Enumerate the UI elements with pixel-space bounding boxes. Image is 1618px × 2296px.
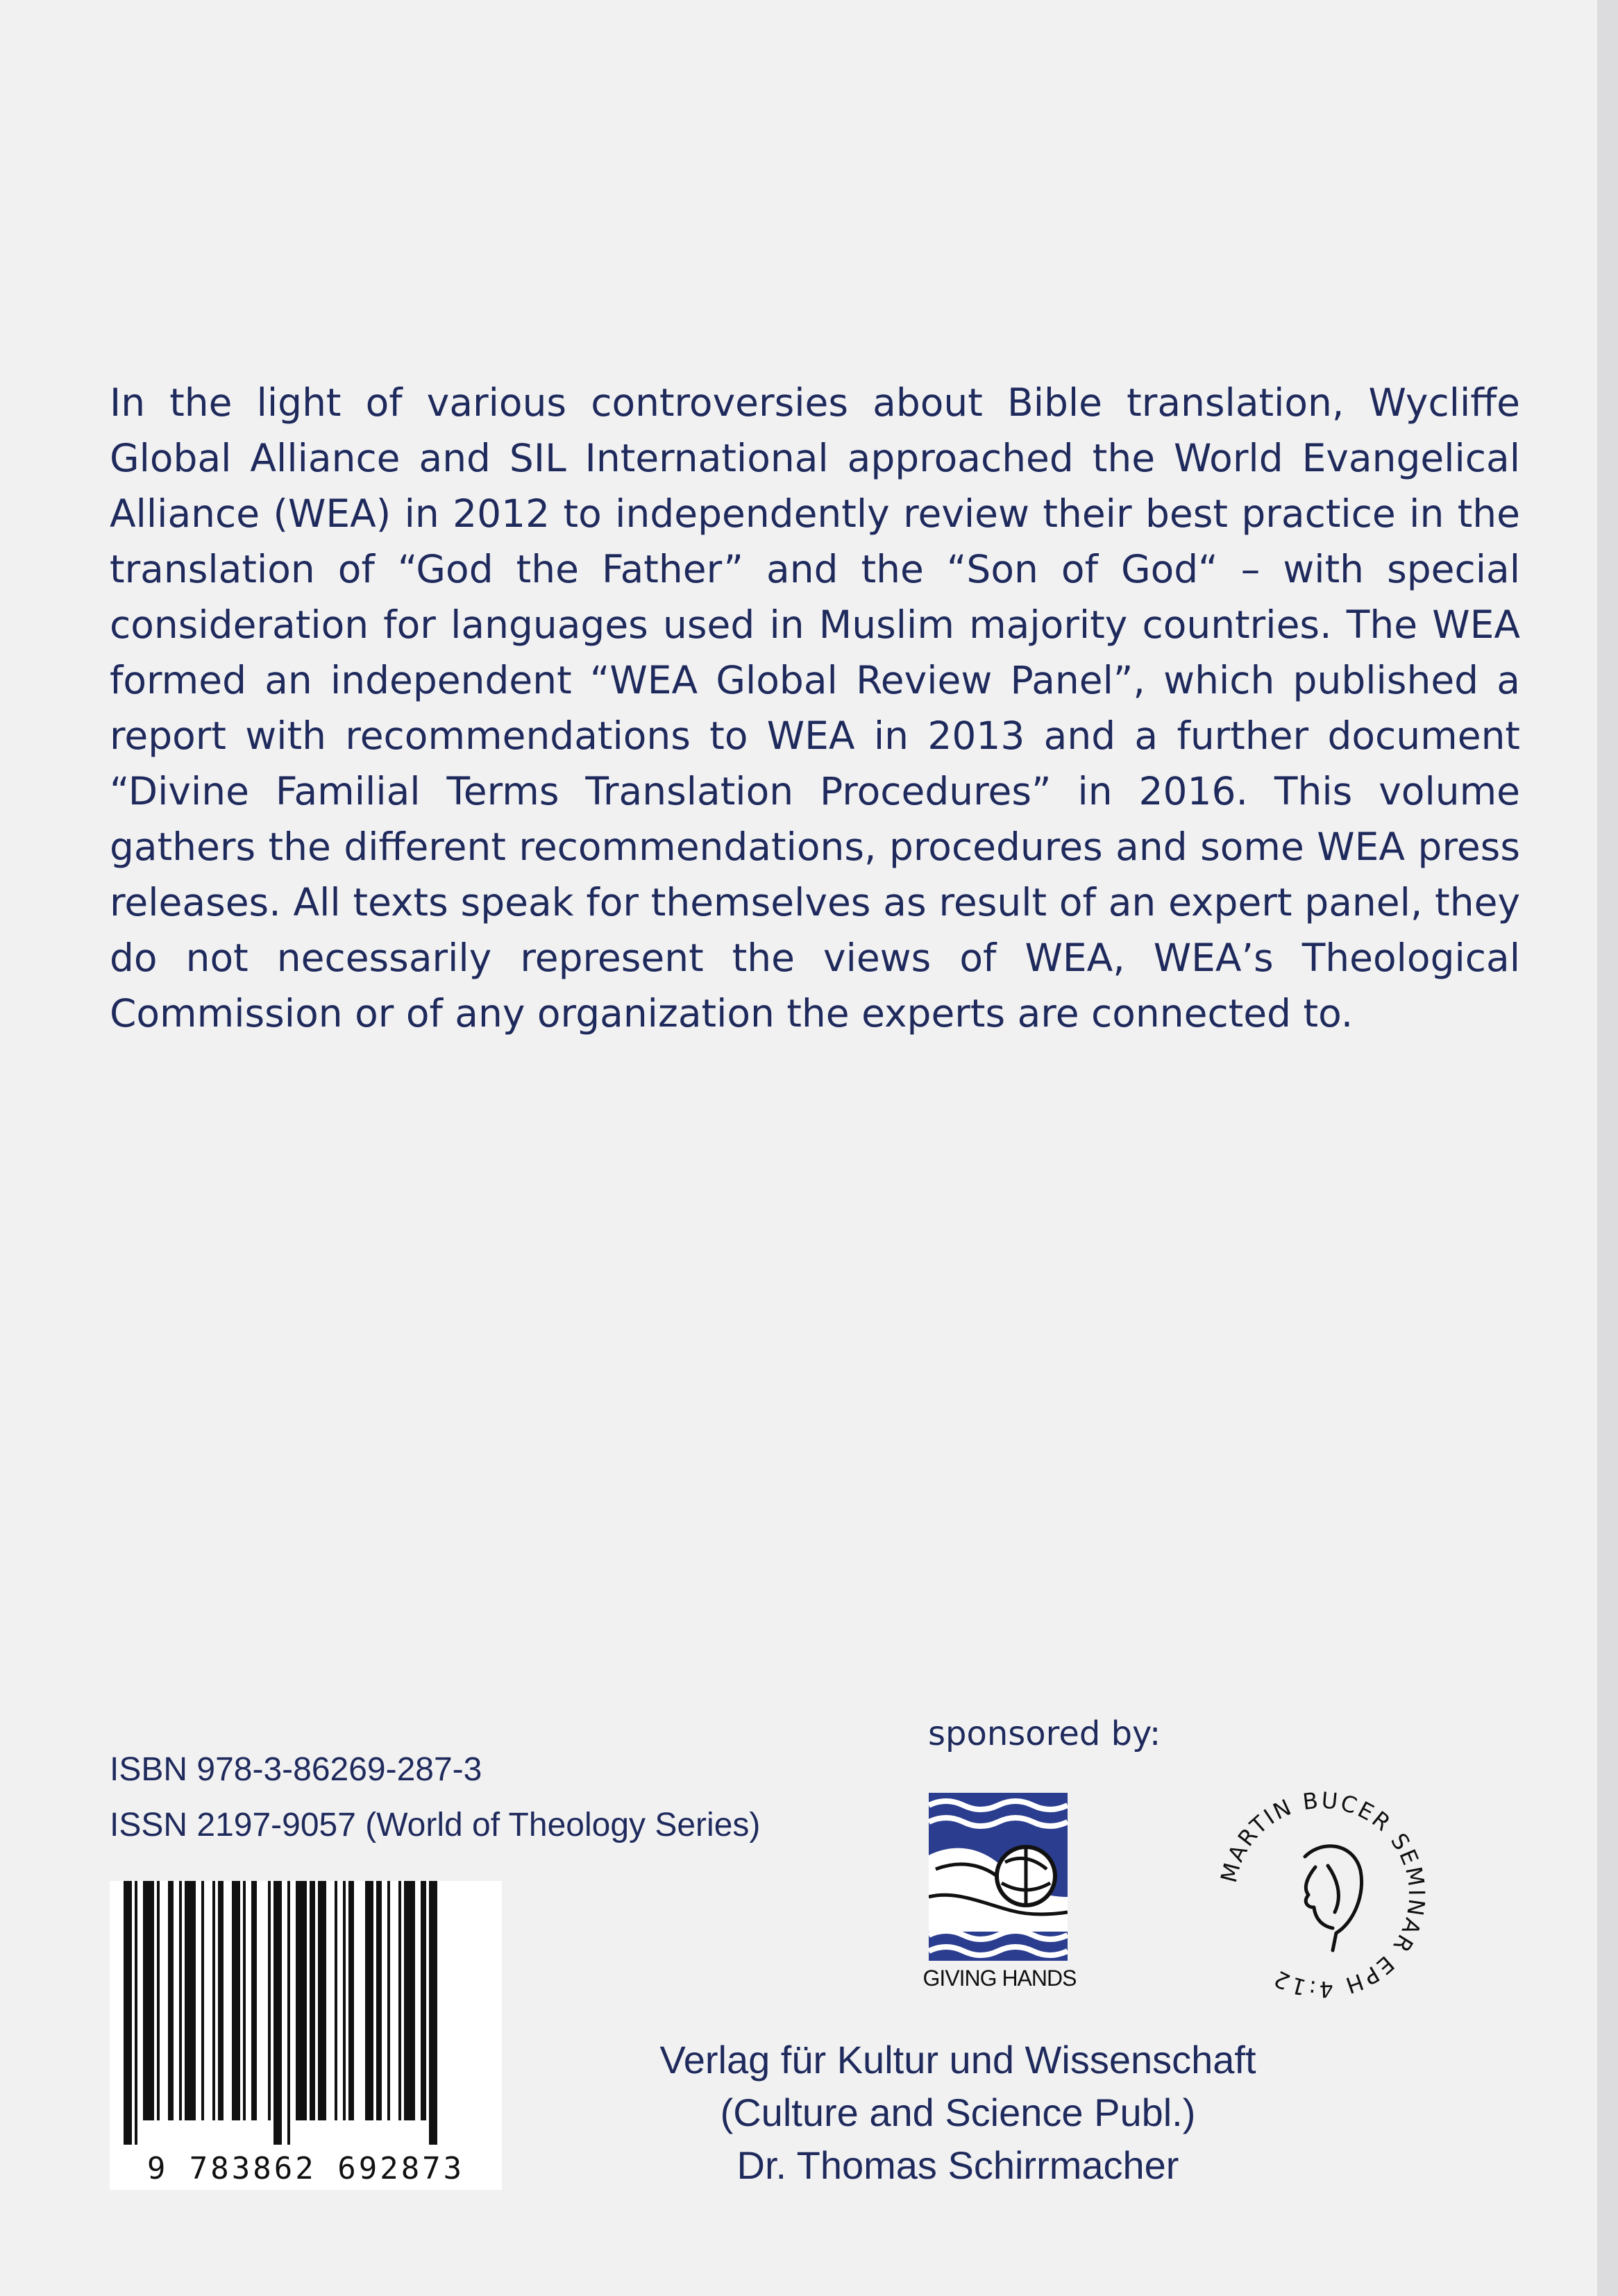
barcode-bar [179, 1881, 182, 2120]
barcode-bar [143, 1881, 154, 2120]
barcode-digits: 9 783862 692873 [146, 2151, 465, 2186]
publisher-name: Verlag für Kultur und Wissenschaft [659, 2038, 1256, 2082]
page-edge [1597, 0, 1618, 2296]
barcode-bar [287, 1881, 290, 2145]
identifier-block [110, 1742, 760, 1853]
barcode-bar [365, 1881, 373, 2120]
svg-text:MARTIN BUCER SEMINAR EPH 4:12: MARTIN BUCER SEMINAR EPH 4:12 [1215, 1787, 1431, 2003]
barcode-bar [348, 1881, 354, 2120]
barcode [110, 1881, 502, 2190]
publisher-editor: Dr. Thomas Schirrmacher [736, 2143, 1179, 2187]
publisher-block [611, 2034, 1305, 2192]
barcode-bar [429, 1881, 437, 2145]
issn-text: ISSN 2197-9057 (World of Theology Series) [110, 1807, 761, 1843]
back-cover-blurb: In the light of various controversies about Bible translation, Wycliffe Global Alliance and SIL International approached the World Evangelical Alliance (WEA) in 2012 to independently review their best practice in the translation of “God the Father” and the “Son of God“ – with special consideration for languages used in Muslim majority countries. The WEA formed an independent “WEA Global Review Panel”, which published a report with recommendations to WEA in 2013 and a further document “Divine Familial Terms Translation Procedures” in 2016. This volume gathers the different recommendations, procedures and some WEA press releases. All texts speak for themselves as result of an expert panel, they do not necessarily represent the views of WEA, WEA’s Theological Commission or of any organization the experts are connected to. [110, 380, 1520, 1036]
isbn-text: ISBN 978-3-86269-287-3 [110, 1751, 482, 1788]
barcode-bar [124, 1881, 132, 2145]
barcode-bar [251, 1881, 257, 2120]
barcode-bar [201, 1881, 204, 2120]
barcode-bar [135, 1881, 137, 2145]
barcode-bar [296, 1881, 307, 2120]
barcode-bar [232, 1881, 240, 2120]
barcode-bar [218, 1881, 224, 2120]
barcode-bar [310, 1881, 315, 2120]
barcode-bar [212, 1881, 215, 2120]
giving-hands-caption: GIVING HANDS [922, 1966, 1077, 1991]
barcode-bar [268, 1881, 271, 2120]
sponsored-by-label: sponsored by: [928, 1714, 1161, 1753]
barcode-bar [168, 1881, 174, 2120]
barcode-bar [421, 1881, 426, 2120]
barcode-bar [318, 1881, 326, 2120]
barcode-bar [404, 1881, 415, 2120]
barcode-bar [335, 1881, 337, 2120]
barcode-bar [376, 1881, 382, 2120]
barcode-bar [185, 1881, 196, 2120]
martin-bucer-seminar-seal [1211, 1784, 1433, 2006]
barcode-bar [343, 1881, 346, 2120]
giving-hands-logo [929, 1793, 1068, 1961]
barcode-bar [273, 1881, 282, 2145]
barcode-bars [124, 1881, 488, 2145]
publisher-english-name: (Culture and Science Publ.) [720, 2091, 1196, 2134]
barcode-bar [387, 1881, 390, 2120]
barcode-bar [157, 1881, 160, 2120]
barcode-bar [243, 1881, 246, 2120]
barcode-bar [398, 1881, 401, 2120]
